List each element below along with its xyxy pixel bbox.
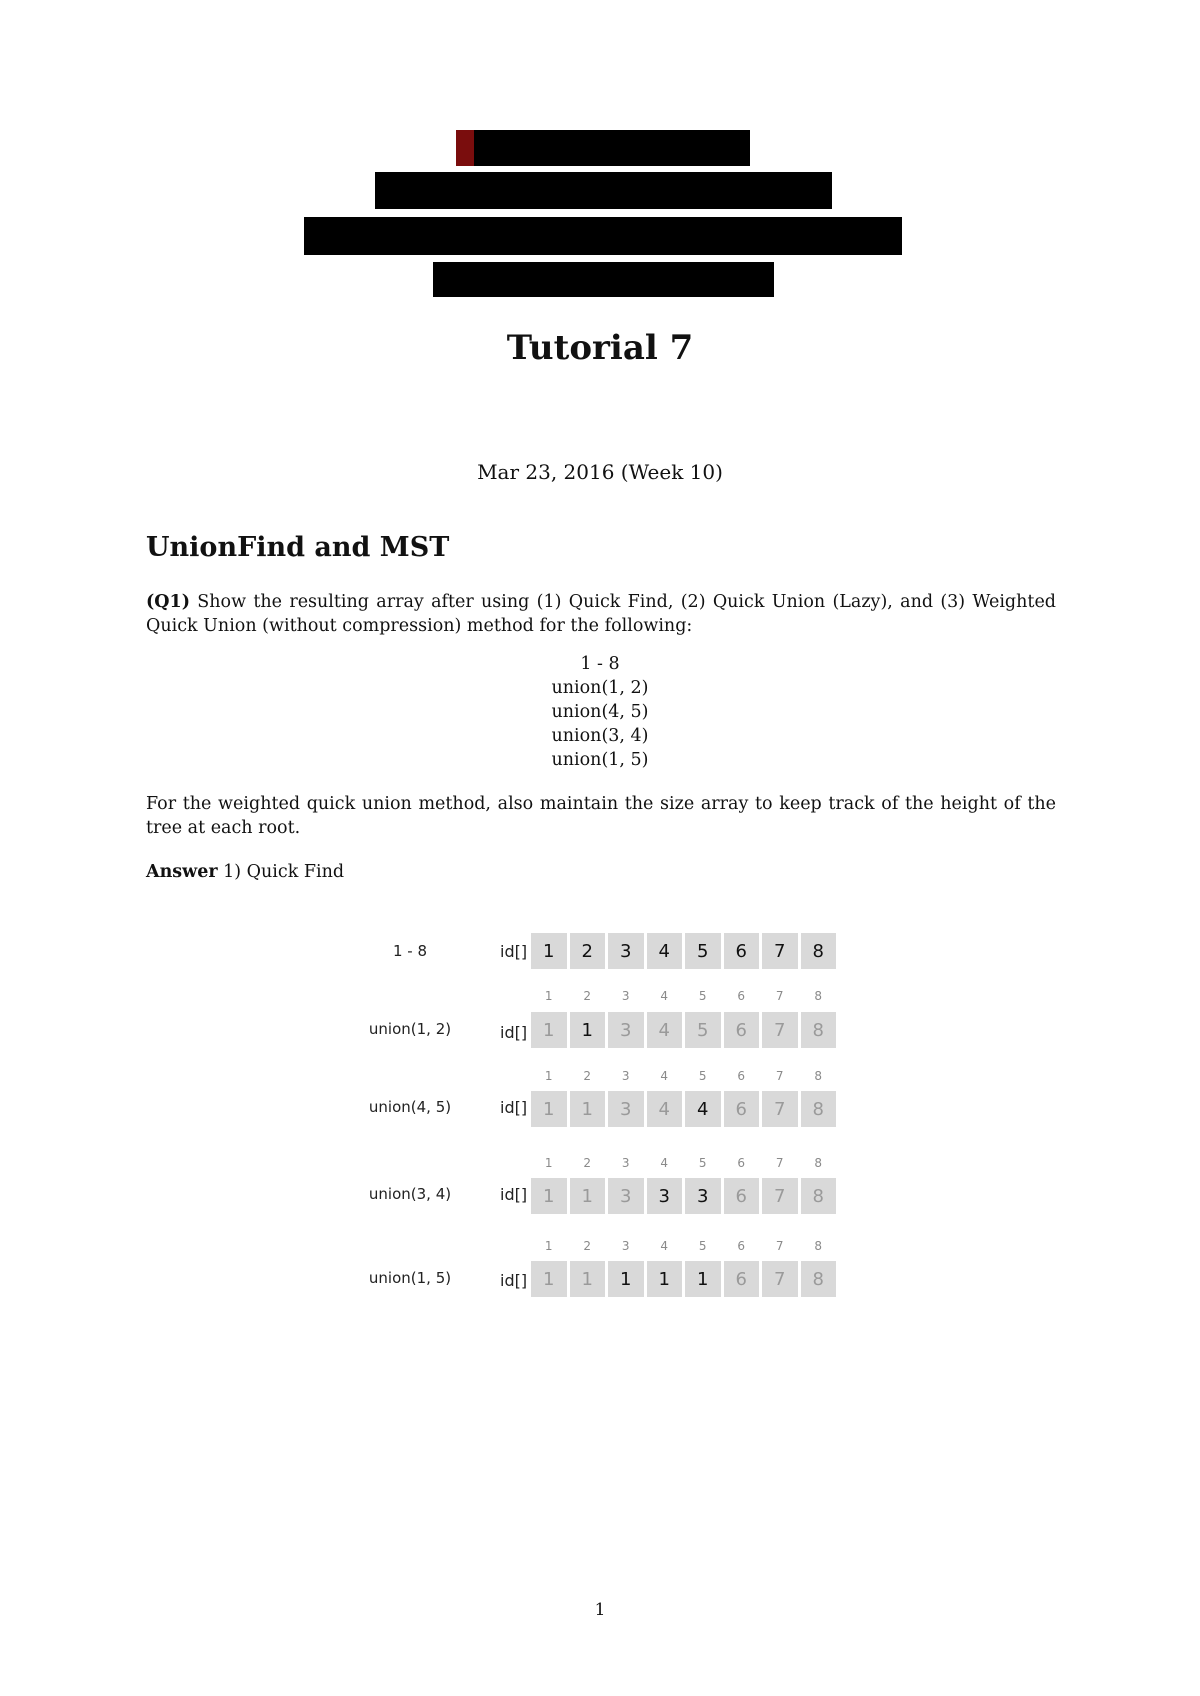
array-cell: 1 bbox=[570, 1261, 606, 1297]
index-label: 1 bbox=[544, 1156, 553, 1170]
answer-line bbox=[146, 862, 344, 882]
array-cell: 6 bbox=[724, 1178, 760, 1214]
array-label: id[] bbox=[500, 942, 528, 961]
operation-line: union(1, 5) bbox=[551, 750, 649, 770]
index-label: 3 bbox=[621, 1069, 630, 1083]
array-label: id[] bbox=[500, 1271, 528, 1290]
array-cells bbox=[531, 933, 836, 969]
array-label: id[] bbox=[500, 1185, 528, 1204]
index-label: 1 bbox=[544, 1069, 553, 1083]
array-cell: 8 bbox=[801, 1261, 837, 1297]
array-cells bbox=[531, 1261, 836, 1297]
index-label: 6 bbox=[737, 1156, 746, 1170]
question-label: (Q1) bbox=[146, 592, 190, 612]
array-cell: 3 bbox=[608, 1091, 644, 1127]
question-paragraph bbox=[146, 590, 1056, 638]
index-label: 5 bbox=[698, 1239, 707, 1253]
array-cell: 3 bbox=[608, 1178, 644, 1214]
array-label: id[] bbox=[500, 1098, 528, 1117]
index-label: 5 bbox=[698, 1069, 707, 1083]
redacted-header-line-1 bbox=[456, 130, 750, 166]
index-row bbox=[531, 989, 836, 1003]
index-label: 2 bbox=[583, 989, 592, 1003]
operation-line: union(1, 2) bbox=[551, 678, 649, 698]
index-label: 1 bbox=[544, 989, 553, 1003]
index-label: 4 bbox=[660, 1156, 669, 1170]
index-label: 3 bbox=[621, 989, 630, 1003]
array-cell: 5 bbox=[685, 1012, 721, 1048]
array-cell: 3 bbox=[608, 1012, 644, 1048]
answer-text: 1) Quick Find bbox=[223, 862, 345, 882]
row-label: 1 - 8 bbox=[392, 942, 428, 960]
row-label: union(1, 5) bbox=[368, 1269, 452, 1287]
array-cell: 6 bbox=[724, 933, 760, 969]
redaction-mark bbox=[456, 130, 474, 166]
array-cell: 5 bbox=[685, 933, 721, 969]
array-cell: 7 bbox=[762, 1178, 798, 1214]
index-row bbox=[531, 1069, 836, 1083]
question-text: Show the resulting array after using (1) Quick Find, (2) Quick Union (Lazy), and (3) Weighted Quick Union (without compression) method for the following: bbox=[146, 592, 1056, 636]
section-heading: UnionFind and MST bbox=[146, 532, 450, 563]
array-cells bbox=[531, 1091, 836, 1127]
index-label: 3 bbox=[621, 1156, 630, 1170]
array-cell: 6 bbox=[724, 1091, 760, 1127]
redacted-header-line-2 bbox=[375, 172, 832, 209]
operation-line: union(3, 4) bbox=[551, 726, 649, 746]
note-paragraph: For the weighted quick union method, also maintain the size array to keep track of the height of the tree at each root. bbox=[146, 794, 1056, 838]
array-cell: 8 bbox=[801, 933, 837, 969]
index-label: 5 bbox=[698, 989, 707, 1003]
page-title: Tutorial 7 bbox=[506, 328, 694, 368]
index-label: 5 bbox=[698, 1156, 707, 1170]
index-label: 6 bbox=[737, 1069, 746, 1083]
array-cell: 1 bbox=[570, 1012, 606, 1048]
array-cell: 3 bbox=[685, 1178, 721, 1214]
array-cells bbox=[531, 1012, 836, 1048]
array-cell: 6 bbox=[724, 1261, 760, 1297]
array-cell: 7 bbox=[762, 1012, 798, 1048]
operations-list bbox=[0, 652, 1200, 772]
array-cell: 4 bbox=[647, 1012, 683, 1048]
index-label: 8 bbox=[814, 1156, 823, 1170]
array-cell: 8 bbox=[801, 1012, 837, 1048]
array-cell: 1 bbox=[531, 1012, 567, 1048]
array-cell: 1 bbox=[570, 1178, 606, 1214]
index-label: 8 bbox=[814, 1239, 823, 1253]
array-cell: 6 bbox=[724, 1012, 760, 1048]
index-label: 7 bbox=[775, 1069, 784, 1083]
index-label: 7 bbox=[775, 989, 784, 1003]
array-cell: 1 bbox=[531, 933, 567, 969]
index-label: 4 bbox=[660, 1239, 669, 1253]
index-label: 8 bbox=[814, 1069, 823, 1083]
array-cell: 3 bbox=[608, 933, 644, 969]
row-label: union(4, 5) bbox=[368, 1098, 452, 1116]
redacted-header-line-3 bbox=[304, 217, 902, 255]
operation-line: union(4, 5) bbox=[551, 702, 649, 722]
tutorial-date: Mar 23, 2016 (Week 10) bbox=[477, 460, 723, 484]
array-cell: 3 bbox=[647, 1178, 683, 1214]
array-label: id[] bbox=[500, 1023, 528, 1042]
array-cell: 1 bbox=[647, 1261, 683, 1297]
index-label: 7 bbox=[775, 1239, 784, 1253]
index-label: 8 bbox=[814, 989, 823, 1003]
array-cell: 1 bbox=[685, 1261, 721, 1297]
array-cell: 2 bbox=[570, 933, 606, 969]
array-cell: 8 bbox=[801, 1091, 837, 1127]
array-cell: 4 bbox=[647, 933, 683, 969]
redacted-header-line-4 bbox=[433, 262, 774, 297]
index-row bbox=[531, 1156, 836, 1170]
page-number: 1 bbox=[594, 1600, 606, 1620]
array-cell: 1 bbox=[608, 1261, 644, 1297]
array-cell: 1 bbox=[531, 1261, 567, 1297]
index-label: 2 bbox=[583, 1239, 592, 1253]
row-label: union(3, 4) bbox=[368, 1185, 452, 1203]
array-cell: 1 bbox=[531, 1178, 567, 1214]
answer-label: Answer bbox=[146, 862, 218, 882]
array-cell: 7 bbox=[762, 1091, 798, 1127]
index-label: 4 bbox=[660, 1069, 669, 1083]
index-row bbox=[531, 1239, 836, 1253]
index-label: 6 bbox=[737, 1239, 746, 1253]
array-cell: 1 bbox=[570, 1091, 606, 1127]
array-cell: 1 bbox=[531, 1091, 567, 1127]
array-cell: 7 bbox=[762, 933, 798, 969]
index-label: 1 bbox=[544, 1239, 553, 1253]
array-cell: 7 bbox=[762, 1261, 798, 1297]
index-label: 2 bbox=[583, 1156, 592, 1170]
operation-line: 1 - 8 bbox=[580, 654, 620, 674]
array-cells bbox=[531, 1178, 836, 1214]
array-cell: 8 bbox=[801, 1178, 837, 1214]
index-label: 4 bbox=[660, 989, 669, 1003]
index-label: 7 bbox=[775, 1156, 784, 1170]
index-label: 6 bbox=[737, 989, 746, 1003]
row-label: union(1, 2) bbox=[368, 1020, 452, 1038]
array-cell: 4 bbox=[647, 1091, 683, 1127]
index-label: 3 bbox=[621, 1239, 630, 1253]
array-cell: 4 bbox=[685, 1091, 721, 1127]
index-label: 2 bbox=[583, 1069, 592, 1083]
